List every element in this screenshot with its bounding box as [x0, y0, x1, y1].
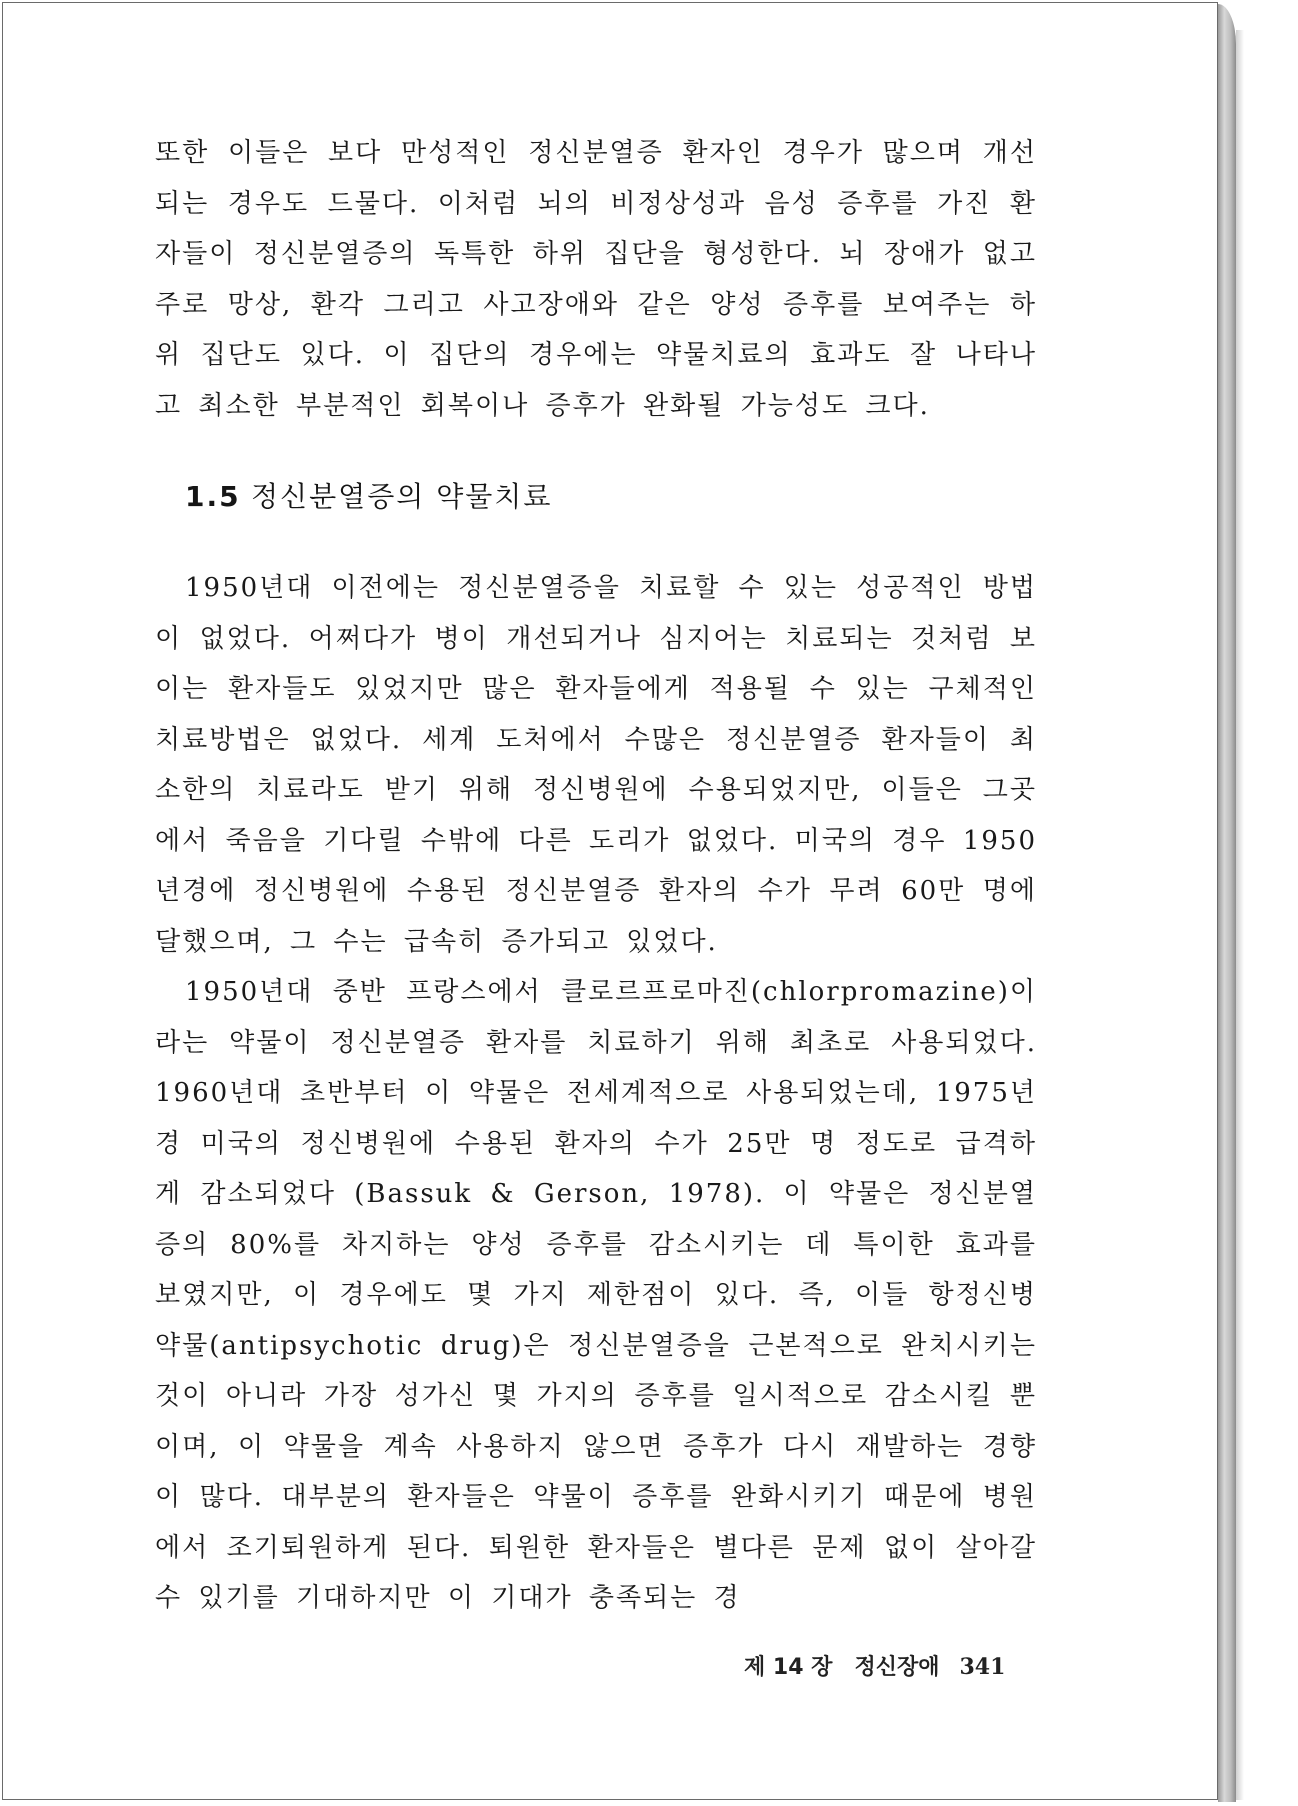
page-content	[155, 128, 1037, 1624]
footer-chapter-title: 정신장애	[854, 1655, 940, 1680]
running-footer	[744, 1650, 1034, 1681]
section-number: 1.5	[185, 480, 241, 513]
section-title: 정신분열증의 약물치료	[251, 480, 553, 513]
body-paragraph: 1950년대 중반 프랑스에서 클로르프로마진(chlorpromazine)이라는 약물이 정신분열증 환자를 치료하기 위해 최초로 사용되었다. 1960년대 초반부터 이 약물은 전세계적으로 사용되었는데, 1975년경 미국의 정신병원에 수용된 환자의 수가 25만 명 정도로 급격하게 감소되었다 (Bassuk & Gerson, 1978). 이 약물은 정신분열증의 80%를 차지하는 양성 증후를 감소시키는 데 특이한 효과를 보였지만, 이 경우에도 몇 가지 제한점이 있다. 즉, 이들 항정신병 약물(antipsychotic drug)은 정신분열증을 근본적으로 완치시키는 것이 아니라 가장 성가신 몇 가지의 증후를 일시적으로 감소시킬 뿐이며, 이 약물을 계속 사용하지 않으면 증후가 다시 재발하는 경향이 많다. 대부분의 환자들은 약물이 증후를 완화시키기 때문에 병원에서 조기퇴원하게 된다. 퇴원한 환자들은 별다른 문제 없이 살아갈 수 있기를 기대하지만 이 기대가 충족되는 경	[155, 977, 1037, 1613]
section-heading	[155, 477, 1037, 517]
footer-chapter: 제 14 장	[744, 1655, 833, 1680]
page-curl-edge	[1218, 4, 1236, 1802]
body-paragraph: 1950년대 이전에는 정신분열증을 치료할 수 있는 성공적인 방법이 없었다. 어쩌다가 병이 개선되거나 심지어는 치료되는 것처럼 보이는 환자들도 있었지만 많은 환자들에게 적용될 수 있는 구체적인 치료방법은 없었다. 세계 도처에서 수많은 정신분열증 환자들이 최소한의 치료라도 받기 위해 정신병원에 수용되었지만, 이들은 그곳에서 죽음을 기다릴 수밖에 다른 도리가 없었다. 미국의 경우 1950년경에 정신병원에 수용된 정신분열증 환자의 수가 무려 60만 명에 달했으며, 그 수는 급속히 증가되고 있었다.	[155, 573, 1037, 957]
page-number: 341	[959, 1654, 1006, 1680]
page-curl-shadow	[1236, 30, 1244, 1800]
body-paragraph: 또한 이들은 보다 만성적인 정신분열증 환자인 경우가 많으며 개선되는 경우도 드물다. 이처럼 뇌의 비정상성과 음성 증후를 가진 환자들이 정신분열증의 독특한 하위 집단을 형성한다. 뇌 장애가 없고 주로 망상, 환각 그리고 사고장애와 같은 양성 증후를 보여주는 하위 집단도 있다. 이 집단의 경우에는 약물치료의 효과도 잘 나타나고 최소한 부분적인 회복이나 증후가 완화될 가능성도 크다.	[155, 138, 1037, 421]
